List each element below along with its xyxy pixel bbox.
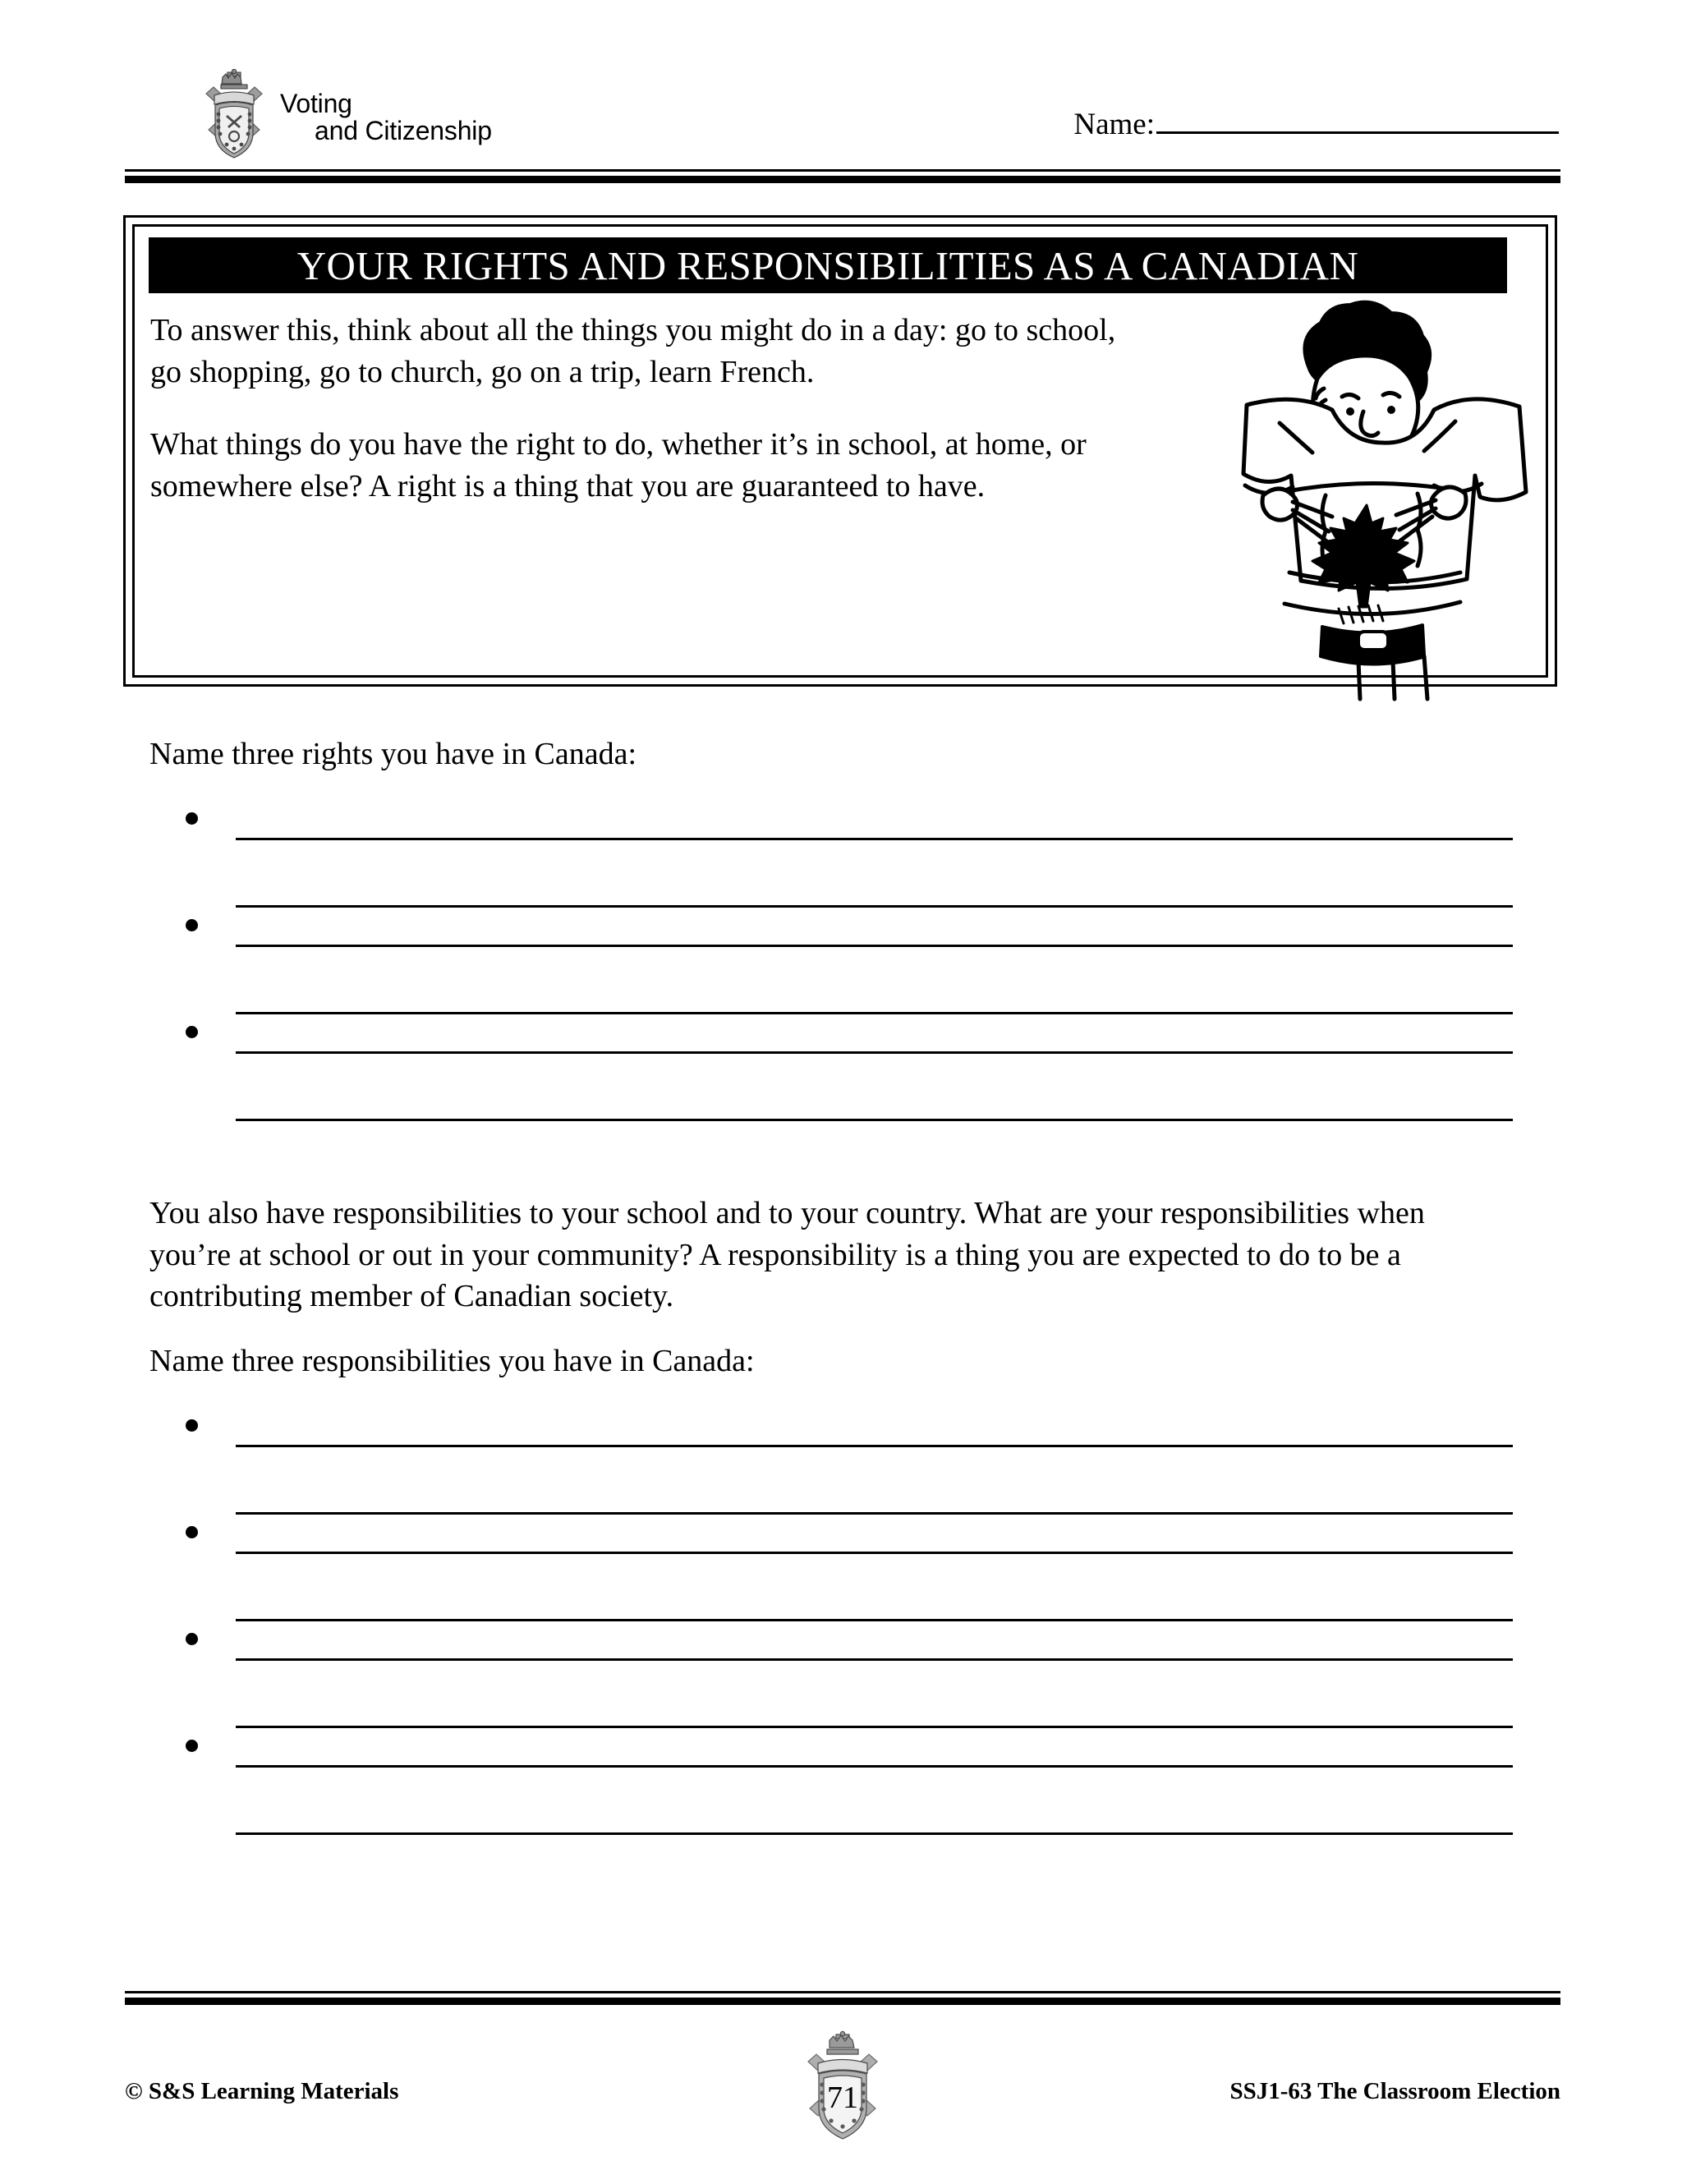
footer-divider: [125, 1991, 1560, 2005]
question-1-answer-lines: [149, 801, 1513, 1121]
answer-bullet-item[interactable]: [149, 1621, 1513, 1728]
answer-bullet-item[interactable]: [149, 1014, 1513, 1121]
page-header: [123, 64, 1559, 169]
question-2-answer-lines: [149, 1408, 1513, 1835]
answer-bullet-item[interactable]: [149, 1515, 1513, 1621]
title-banner: [149, 237, 1507, 293]
name-input-rule[interactable]: [1156, 131, 1559, 134]
divider-thick-rule: [125, 176, 1560, 183]
intro-text-block: [150, 310, 1119, 507]
brand-line-2: and Citizenship: [315, 116, 492, 146]
brand-block: [193, 69, 492, 161]
answer-write-line[interactable]: [236, 947, 1513, 1014]
answer-bullet-item[interactable]: [149, 801, 1513, 908]
answer-write-line[interactable]: [236, 1768, 1513, 1835]
answer-bullet-item[interactable]: [149, 1408, 1513, 1515]
intro-paragraph-2: What things do you have the right to do, whether it’s in school, at home, or somewhere else? A right is a thing that you are guaranteed to have.: [150, 427, 1087, 503]
question-2-intro-paragraph: You also have responsibilities to your school and to your country. What are your responsibilities when you’re at school or out in your community? A responsibility is a thing you are expected to do to be a contributing member of Canadian society.: [149, 1196, 1425, 1314]
intro-paragraph-1: To answer this, think about all the things you might do in a day: go to school, go shopping, go to church, go on a trip, learn French.: [150, 313, 1116, 389]
answer-write-line[interactable]: [236, 1408, 1513, 1447]
header-divider: [125, 169, 1560, 183]
answer-write-line[interactable]: [236, 840, 1513, 908]
page-footer: [125, 2044, 1560, 2142]
answer-write-line[interactable]: [236, 1621, 1513, 1661]
answer-write-line[interactable]: [236, 1728, 1513, 1768]
answer-write-line[interactable]: [236, 801, 1513, 840]
name-field[interactable]: [1041, 107, 1559, 142]
bullet-point-icon: [186, 1740, 198, 1752]
answer-bullet-item[interactable]: [149, 1728, 1513, 1835]
answer-write-line[interactable]: [236, 1515, 1513, 1554]
answer-write-line[interactable]: [236, 908, 1513, 947]
footer-copyright: © S&S Learning Materials: [125, 2078, 399, 2104]
footer-reference: SSJ1-63 The Classroom Election: [1229, 2078, 1560, 2104]
bullet-point-icon: [186, 919, 198, 931]
bullet-point-icon: [186, 812, 198, 825]
intro-panel: [123, 215, 1557, 687]
bullet-point-icon: [186, 1633, 198, 1645]
answer-write-line[interactable]: [236, 1661, 1513, 1728]
page-title: YOUR RIGHTS AND RESPONSIBILITIES AS A CANADIAN: [296, 242, 1359, 288]
answer-write-line[interactable]: [236, 1054, 1513, 1121]
footer-page-crest: [788, 2030, 897, 2145]
question-2-prompt: Name three responsibilities you have in Canada:: [149, 1344, 755, 1378]
bullet-point-icon: [186, 1526, 198, 1538]
page-number: 71: [827, 2081, 858, 2115]
heraldic-crest-icon: [788, 2030, 897, 2145]
answer-write-line[interactable]: [236, 1014, 1513, 1054]
question-1-prompt: Name three rights you have in Canada:: [149, 737, 637, 771]
divider-thick-rule: [125, 1998, 1560, 2005]
answer-write-line[interactable]: [236, 1447, 1513, 1515]
brand-line-1: Voting: [280, 89, 352, 118]
bullet-point-icon: [186, 1026, 198, 1038]
bullet-point-icon: [186, 1419, 198, 1432]
heraldic-crest-icon: [193, 69, 275, 161]
answer-write-line[interactable]: [236, 1554, 1513, 1621]
answer-bullet-item[interactable]: [149, 908, 1513, 1014]
brand-title: [280, 69, 492, 145]
name-label: Name:: [1073, 108, 1155, 141]
